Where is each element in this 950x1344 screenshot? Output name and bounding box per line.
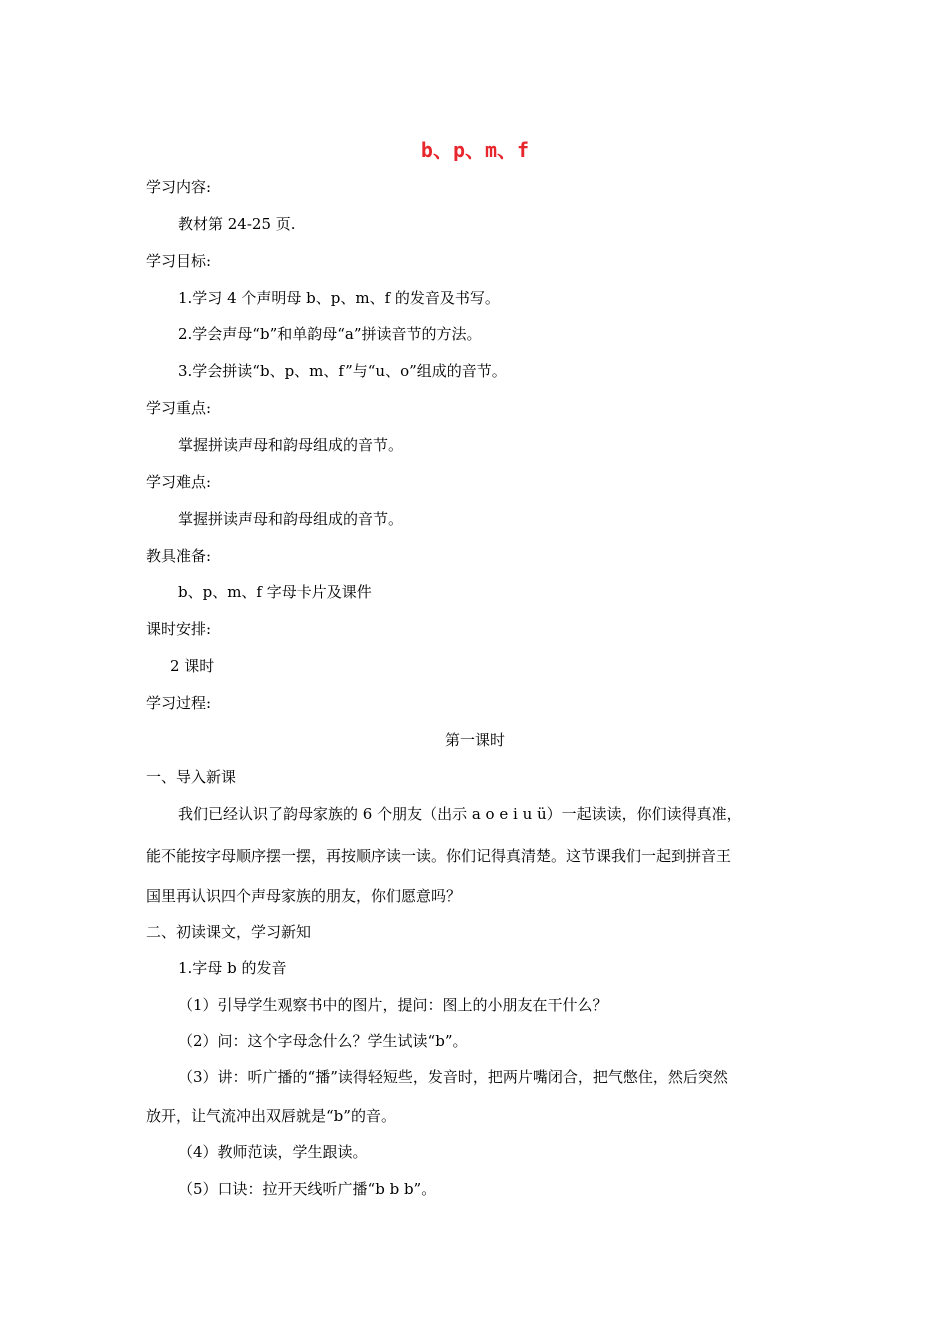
step-item: （3）讲：听广播的“播”读得轻短些，发音时，把两片嘴闭合，把气憋住，然后突然 xyxy=(178,1068,728,1086)
section-heading: 二、初读课文，学习新知 xyxy=(146,923,312,941)
paragraph-line: 我们已经认识了韵母家族的 6 个朋友（出示 a o e i u ü）一起读读，你们读得真准， xyxy=(178,805,742,823)
content-heading: 学习内容: xyxy=(146,178,212,196)
step-item: （5）口诀：拉开天线听广播“b b b”。 xyxy=(178,1180,437,1198)
difficulty-text: 掌握拼读声母和韵母组成的音节。 xyxy=(178,510,404,528)
step-item: （1）引导学生观察书中的图片，提问：图上的小朋友在干什么？ xyxy=(178,996,608,1014)
lesson-title: 第一课时 xyxy=(444,731,505,749)
schedule-heading: 课时安排: xyxy=(146,620,212,638)
content-text: 教材第 24-25 页. xyxy=(178,215,296,233)
difficulty-heading: 学习难点: xyxy=(146,473,212,491)
step-item-continued: 放开，让气流冲出双唇就是“b”的音。 xyxy=(146,1107,396,1125)
step-item: （2）问：这个字母念什么？学生试读“b”。 xyxy=(178,1032,468,1050)
tools-text: b、p、m、f 字母卡片及课件 xyxy=(178,583,372,601)
tools-heading: 教具准备: xyxy=(146,547,212,565)
section-heading: 一、导入新课 xyxy=(146,768,237,786)
paragraph-line: 国里再认识四个声母家族的朋友，你们愿意吗？ xyxy=(146,887,462,905)
subsection-heading: 1.字母 b 的发音 xyxy=(178,959,287,977)
goals-heading: 学习目标: xyxy=(146,252,212,270)
step-item: （4）教师范读，学生跟读。 xyxy=(178,1143,368,1161)
process-heading: 学习过程: xyxy=(146,694,212,712)
key-heading: 学习重点: xyxy=(146,399,212,417)
goal-item: 2.学会声母“b”和单韵母“a”拼读音节的方法。 xyxy=(178,325,482,343)
schedule-text: 2 课时 xyxy=(170,657,215,675)
paragraph-line: 能不能按字母顺序摆一摆，再按顺序读一读。你们记得真清楚。这节课我们一起到拼音王 xyxy=(146,847,732,865)
key-text: 掌握拼读声母和韵母组成的音节。 xyxy=(178,436,404,454)
goal-item: 3.学会拼读“b、p、m、f”与“u、o”组成的音节。 xyxy=(178,362,507,380)
document-title: b、p、m、f xyxy=(420,138,530,162)
goal-item: 1.学习 4 个声明母 b、p、m、f 的发音及书写。 xyxy=(178,289,500,307)
